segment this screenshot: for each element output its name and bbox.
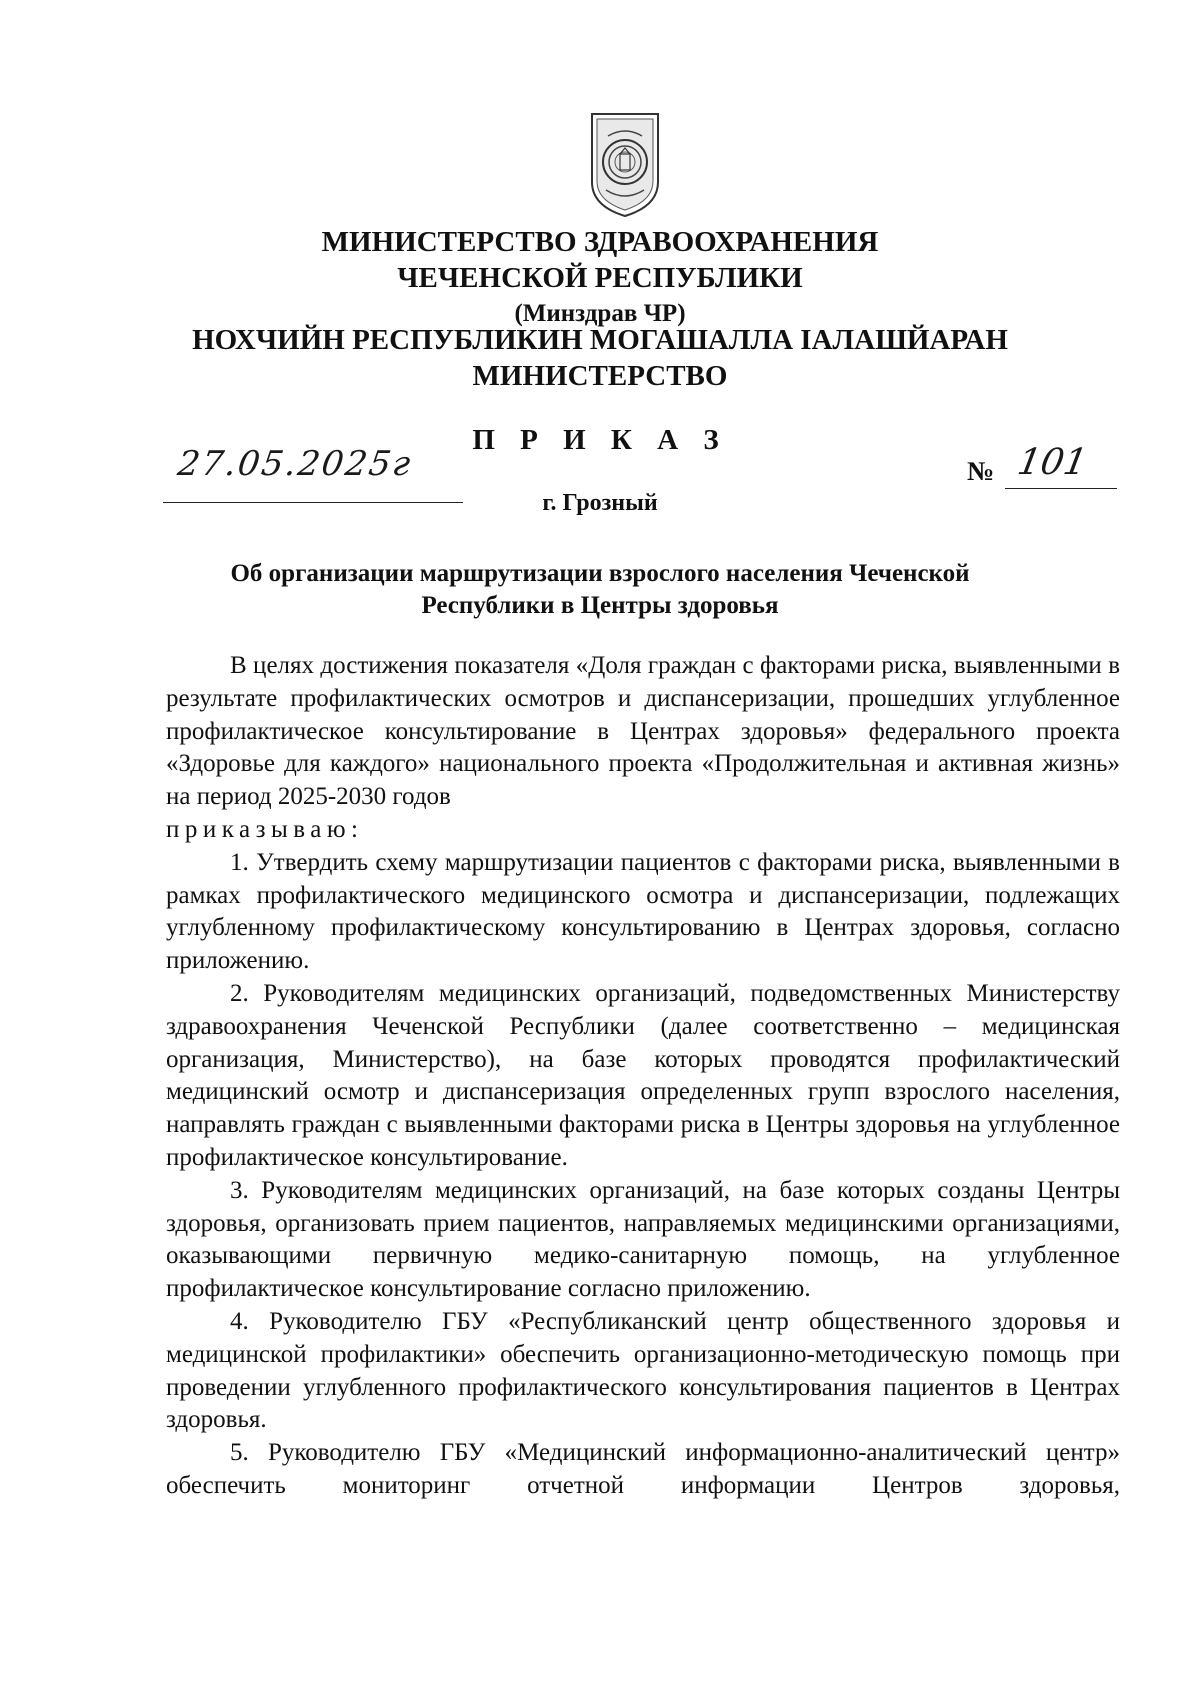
order-date-handwritten: 27.05.2025г — [175, 444, 415, 484]
order-title-line1: Об организации маршрутизации взрослого населения Чеченской — [230, 560, 970, 587]
order-title-line2: Республики в Центры здоровья — [421, 592, 779, 619]
item-3-paragraph: 3. Руководителям медицинских организаций, на базе которых созданы Центры здоровья, организовать прием пациентов, направляемых медицинскими организациями, оказывающими первичную медико-санитарную помощь, на углубленное профилактическое консультирование согласно приложению. — [166, 1176, 1120, 1303]
order-body — [166, 650, 1120, 1503]
document-type-heading: П Р И К А З — [472, 424, 728, 456]
ministry-name-line1: МИНИСТЕРСТВО ЗДРАВООХРАНЕНИЯ — [321, 226, 879, 258]
order-city: г. Грозный — [542, 490, 658, 516]
coat-of-arms-icon — [588, 110, 662, 220]
order-number-label: № — [967, 456, 995, 486]
item-2-paragraph: 2. Руководителям медицинских организаций, подведомственных Министерству здравоохранения Чеченской Республики (далее соответственно – медицинская организация, Министерство), на базе которых проводятся профилактический медицинский осмотр и диспансеризация определенных групп взрослого населения, направлять граждан с выявленными факторами риска в Центры здоровья на углубленное профилактическое консультирование. — [166, 979, 1120, 1171]
item-1-paragraph: 1. Утвердить схему маршрутизации пациентов с факторами риска, выявленными в рамках профилактического медицинского осмотра и диспансеризации, подлежащих углубленному профилактическому консультированию в Центрах здоровья, согласно приложению. — [166, 848, 1120, 975]
item-4-paragraph: 4. Руководителю ГБУ «Республиканский центр общественного здоровья и медицинской профилактики» обеспечить организационно-методическую помощь при проведении углубленного профилактического консультирования пациентов в Центрах здоровья. — [166, 1307, 1120, 1434]
order-word: приказываю: — [166, 815, 364, 843]
ministry-name-chechen-line1: НОХЧИЙН РЕСПУБЛИКИН МОГАШАЛЛА ІАЛАШЙАРАН — [192, 324, 1008, 356]
ministry-name-line2: ЧЕЧЕНСКОЙ РЕСПУБЛИКИ — [397, 262, 803, 294]
order-number-handwritten: 101 — [1014, 442, 1091, 483]
item-5-paragraph: 5. Руководителю ГБУ «Медицинский информационно-аналитический центр» обеспечить мониторинг отчетной информации Центров здоровья, — [166, 1439, 1120, 1499]
ministry-name-chechen-line2: МИНИСТЕРСТВО — [472, 360, 728, 392]
preamble-paragraph: В целях достижения показателя «Доля граждан с факторами риска, выявленными в результате профилактических осмотров и диспансеризации, прошедших углубленное профилактическое консультирование в Центрах здоровья» федерального проекта «Здоровье для каждого» национального проекта «Продолжительная и активная жизнь» на период 2025-2030 годов — [166, 652, 1120, 811]
ministry-abbreviation: (Минздрав ЧР) — [514, 300, 686, 327]
order-number-underline — [1005, 488, 1117, 489]
